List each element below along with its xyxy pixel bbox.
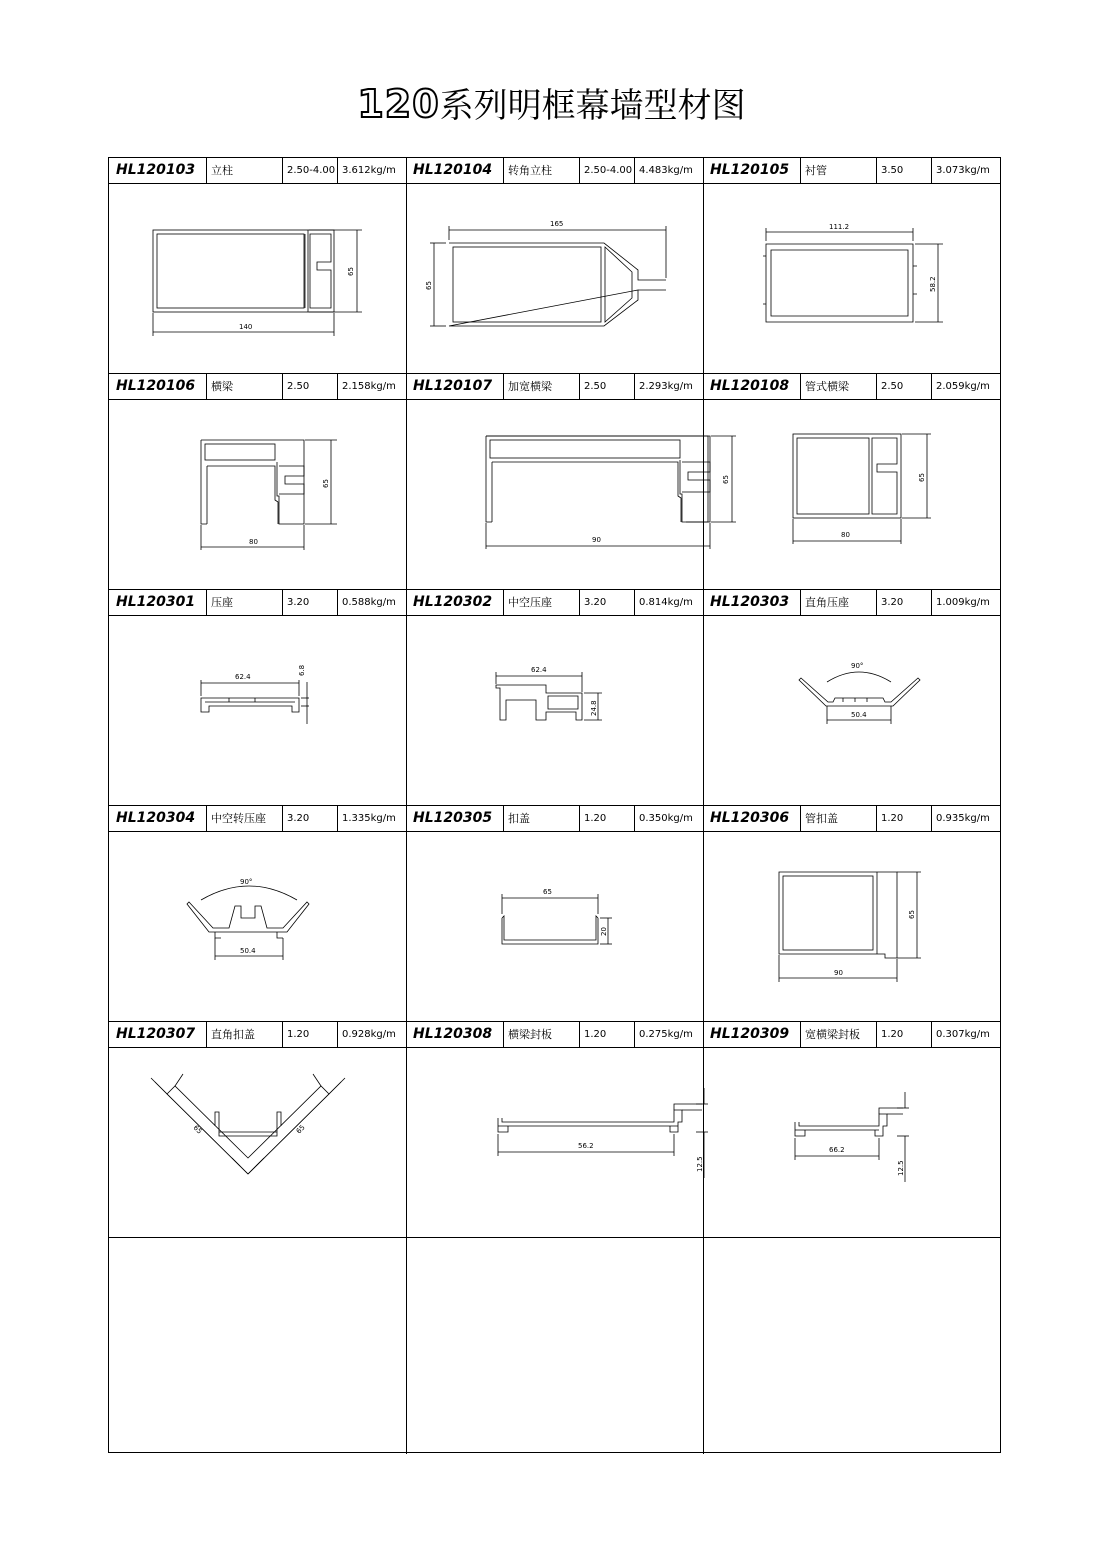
profile-name: 直角压座: [801, 590, 877, 615]
empty-cell: [703, 1238, 1000, 1453]
profile-weight: 3.073kg/m: [936, 165, 990, 176]
series-number: 120: [357, 82, 440, 126]
profile-drawing: [109, 184, 406, 373]
profile-header: [109, 374, 406, 400]
profile-cell-HL120104: [406, 158, 703, 373]
profile-cell-HL120302: [406, 590, 703, 805]
profile-code: HL120302: [406, 590, 504, 615]
dimension-label: 65: [425, 281, 433, 290]
profile-thickness: 3.20: [580, 590, 635, 615]
dimension-label: 90: [834, 969, 843, 977]
profile-catalog-table: [108, 157, 1001, 1453]
empty-cell: [406, 1238, 703, 1453]
empty-cell: [109, 1238, 406, 1453]
profile-weight: 0.350kg/m: [639, 813, 693, 824]
profile-drawing: [109, 832, 406, 1021]
profile-weight: 4.483kg/m: [639, 165, 693, 176]
profile-drawing: [406, 616, 703, 805]
profile-thickness: 1.20: [283, 1022, 338, 1047]
profile-code: HL120105: [703, 158, 801, 183]
profile-drawing: [109, 400, 406, 589]
profile-weight: 1.009kg/m: [936, 597, 990, 608]
profile-cell-HL120303: [703, 590, 1000, 805]
profile-thickness: 1.20: [580, 806, 635, 831]
profile-weight: 0.928kg/m: [342, 1029, 396, 1040]
page-title: [0, 78, 1103, 128]
dimension-label: 62.4: [235, 673, 251, 681]
dimension-label: 66.2: [829, 1146, 845, 1154]
profile-thickness: 3.50: [877, 158, 932, 183]
profile-header: [406, 1022, 703, 1048]
profile-name: 衬管: [801, 158, 877, 183]
dimension-label: 165: [550, 220, 564, 228]
profile-weight: 0.588kg/m: [342, 597, 396, 608]
profile-weight: 2.158kg/m: [342, 381, 396, 392]
dimension-label: 65: [908, 910, 916, 919]
profile-code: HL120108: [703, 374, 801, 399]
profile-cell-HL120309: [703, 1022, 1000, 1237]
dimension-label: 65: [918, 473, 926, 482]
profile-thickness: 1.20: [580, 1022, 635, 1047]
profile-thickness: 2.50-4.00: [283, 158, 338, 183]
profile-code: HL120104: [406, 158, 504, 183]
dimension-label: 50.4: [851, 711, 867, 719]
dimension-label: 80: [249, 538, 258, 546]
profile-drawing: [703, 832, 1000, 1021]
profile-drawing: [703, 1048, 1000, 1237]
profile-weight: 0.275kg/m: [639, 1029, 693, 1040]
profile-header: [406, 806, 703, 832]
dimension-label: 12.5: [897, 1160, 905, 1176]
profile-code: HL120307: [109, 1022, 207, 1047]
profile-header: [703, 1022, 1000, 1048]
profile-name: 宽横梁封板: [801, 1022, 877, 1047]
profile-thickness: 2.50-4.00: [580, 158, 635, 183]
dimension-label: 140: [239, 323, 253, 331]
profile-drawing: [406, 400, 730, 589]
profile-drawing: [703, 616, 1000, 805]
dimension-label: 24.8: [590, 700, 598, 716]
profile-thickness: 3.20: [283, 806, 338, 831]
profile-code: HL120303: [703, 590, 801, 615]
profile-drawing: [406, 832, 703, 1021]
profile-cell-HL120107: [406, 374, 730, 589]
profile-name: 加宽横梁: [504, 374, 580, 399]
profile-header: [109, 590, 406, 616]
profile-thickness: 2.50: [283, 374, 338, 399]
dimension-label: 90°: [240, 878, 253, 886]
profile-header: [703, 158, 1000, 184]
profile-header: [109, 806, 406, 832]
profile-weight: 2.293kg/m: [639, 381, 693, 392]
profile-name: 中空压座: [504, 590, 580, 615]
dimension-label: 6.8: [298, 664, 306, 676]
profile-code: HL120304: [109, 806, 207, 831]
dimension-label: 65: [294, 1123, 307, 1136]
profile-cell-HL120105: [703, 158, 1000, 373]
dimension-label: 65: [191, 1123, 204, 1136]
profile-thickness: 1.20: [877, 806, 932, 831]
dimension-label: 80: [841, 531, 850, 539]
profile-name: 中空转压座: [207, 806, 283, 831]
dimension-label: 65: [543, 888, 552, 896]
profile-cell-HL120304: [109, 806, 406, 1021]
profile-name: 管式横梁: [801, 374, 877, 399]
profile-weight: 0.814kg/m: [639, 597, 693, 608]
dimension-label: 56.2: [578, 1142, 594, 1150]
profile-cell-HL120306: [703, 806, 1000, 1021]
dimension-label: 50.4: [240, 947, 256, 955]
dimension-label: 58.2: [929, 276, 937, 292]
title-text: 系列明框幕墙型材图: [439, 86, 746, 126]
profile-cell-HL120108: [703, 374, 1000, 589]
profile-header: [703, 590, 1000, 616]
dimension-label: 20: [600, 927, 608, 936]
profile-name: 压座: [207, 590, 283, 615]
profile-drawing: [406, 1048, 703, 1237]
profile-weight: 2.059kg/m: [936, 381, 990, 392]
profile-cell-HL120307: [109, 1022, 406, 1237]
profile-header: [406, 374, 703, 400]
dimension-label: 12.5: [696, 1156, 704, 1172]
dimension-label: 111.2: [829, 223, 850, 231]
dimension-label: 65: [347, 267, 355, 276]
profile-weight: 1.335kg/m: [342, 813, 396, 824]
profile-cell-HL120106: [109, 374, 406, 589]
profile-header: [109, 158, 406, 184]
profile-name: 立柱: [207, 158, 283, 183]
profile-name: 管扣盖: [801, 806, 877, 831]
profile-cell-HL120305: [406, 806, 703, 1021]
profile-drawing: [406, 184, 703, 373]
profile-name: 直角扣盖: [207, 1022, 283, 1047]
profile-thickness: 1.20: [877, 1022, 932, 1047]
profile-code: HL120107: [406, 374, 504, 399]
profile-header: [109, 1022, 406, 1048]
profile-code: HL120308: [406, 1022, 504, 1047]
profile-thickness: 2.50: [580, 374, 635, 399]
profile-weight: 0.307kg/m: [936, 1029, 990, 1040]
profile-header: [703, 374, 1000, 400]
profile-code: HL120306: [703, 806, 801, 831]
profile-thickness: 3.20: [877, 590, 932, 615]
profile-thickness: 3.20: [283, 590, 338, 615]
profile-header: [406, 590, 703, 616]
profile-weight: 3.612kg/m: [342, 165, 396, 176]
profile-drawing: [109, 616, 406, 805]
profile-cell-HL120103: [109, 158, 406, 373]
dimension-label: 90°: [851, 662, 864, 670]
profile-drawing: [703, 184, 1000, 373]
profile-thickness: 2.50: [877, 374, 932, 399]
dimension-label: 62.4: [531, 666, 547, 674]
profile-drawing: [703, 400, 1000, 589]
profile-name: 横梁: [207, 374, 283, 399]
profile-cell-HL120301: [109, 590, 406, 805]
profile-code: HL120103: [109, 158, 207, 183]
profile-weight: 0.935kg/m: [936, 813, 990, 824]
profile-name: 转角立柱: [504, 158, 580, 183]
profile-code: HL120106: [109, 374, 207, 399]
profile-code: HL120309: [703, 1022, 801, 1047]
profile-code: HL120301: [109, 590, 207, 615]
profile-cell-HL120308: [406, 1022, 703, 1237]
dimension-label: 65: [722, 475, 730, 484]
profile-code: HL120305: [406, 806, 504, 831]
dimension-label: 90: [592, 536, 601, 544]
profile-header: [406, 158, 703, 184]
profile-name: 横梁封板: [504, 1022, 580, 1047]
profile-name: 扣盖: [504, 806, 580, 831]
dimension-label: 65: [322, 479, 330, 488]
profile-header: [703, 806, 1000, 832]
profile-drawing: [109, 1048, 406, 1237]
